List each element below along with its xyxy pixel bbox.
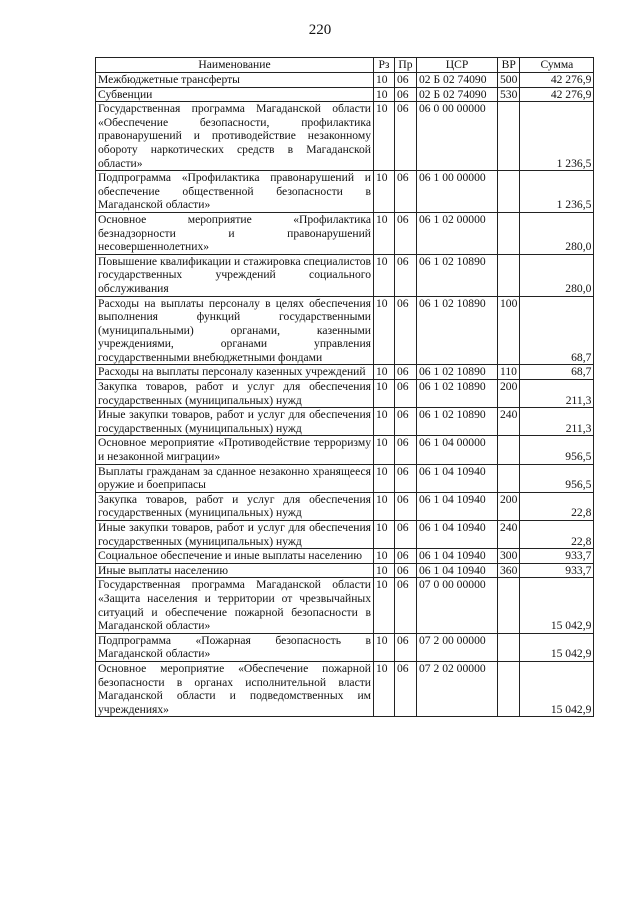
cell-name: Основное мероприятие «Профилактика безнадзорности и правонарушений несовершеннолетних» [96, 212, 374, 254]
cell-sum: 956,5 [520, 464, 594, 492]
cell-sum: 933,7 [520, 549, 594, 564]
cell-vr: 110 [498, 365, 520, 380]
cell-sum: 68,7 [520, 365, 594, 380]
cell-name: Иные закупки товаров, работ и услуг для обеспечения государственных (муниципальных) нужд [96, 521, 374, 549]
cell-name: Основное мероприятие «Противодействие терроризму и незаконной миграции» [96, 436, 374, 464]
table-row [96, 578, 594, 633]
cell-sum: 1 236,5 [520, 102, 594, 171]
cell-pr: 06 [395, 633, 417, 661]
cell-csr: 06 1 04 10940 [417, 464, 498, 492]
cell-rz: 10 [374, 365, 395, 380]
cell-vr [498, 102, 520, 171]
cell-pr: 06 [395, 578, 417, 633]
table-row [96, 365, 594, 380]
cell-name: Иные закупки товаров, работ и услуг для обеспечения государственных (муниципальных) нужд [96, 408, 374, 436]
cell-sum: 42 276,9 [520, 87, 594, 102]
table-row [96, 380, 594, 408]
table-header-row [96, 58, 594, 73]
cell-sum: 15 042,9 [520, 578, 594, 633]
cell-rz: 10 [374, 102, 395, 171]
cell-csr: 06 1 00 00000 [417, 171, 498, 213]
cell-csr: 06 1 04 10940 [417, 521, 498, 549]
table-row [96, 549, 594, 564]
cell-csr: 07 0 00 00000 [417, 578, 498, 633]
cell-pr: 06 [395, 380, 417, 408]
cell-rz: 10 [374, 408, 395, 436]
cell-csr: 07 2 02 00000 [417, 661, 498, 716]
cell-rz: 10 [374, 492, 395, 520]
cell-pr: 06 [395, 661, 417, 716]
cell-vr: 100 [498, 296, 520, 365]
cell-vr [498, 578, 520, 633]
cell-rz: 10 [374, 436, 395, 464]
cell-name: Субвенции [96, 87, 374, 102]
table-row [96, 212, 594, 254]
cell-rz: 10 [374, 296, 395, 365]
cell-sum: 15 042,9 [520, 661, 594, 716]
cell-pr: 06 [395, 87, 417, 102]
cell-rz: 10 [374, 464, 395, 492]
cell-rz: 10 [374, 87, 395, 102]
cell-name: Повышение квалификации и стажировка специалистов государственных учреждений социального обслуживания [96, 254, 374, 296]
cell-vr [498, 464, 520, 492]
cell-rz: 10 [374, 254, 395, 296]
cell-csr: 06 1 04 00000 [417, 436, 498, 464]
cell-pr: 06 [395, 408, 417, 436]
cell-sum: 22,8 [520, 521, 594, 549]
cell-vr [498, 436, 520, 464]
cell-csr: 06 1 04 10940 [417, 549, 498, 564]
cell-rz: 10 [374, 549, 395, 564]
cell-name: Расходы на выплаты персоналу казенных учреждений [96, 365, 374, 380]
cell-vr [498, 212, 520, 254]
cell-sum: 933,7 [520, 563, 594, 578]
cell-pr: 06 [395, 521, 417, 549]
cell-name: Закупка товаров, работ и услуг для обеспечения государственных (муниципальных) нужд [96, 380, 374, 408]
cell-pr: 06 [395, 102, 417, 171]
table-body [96, 73, 594, 717]
cell-pr: 06 [395, 563, 417, 578]
cell-vr: 240 [498, 408, 520, 436]
cell-pr: 06 [395, 296, 417, 365]
cell-csr: 06 1 02 10890 [417, 380, 498, 408]
table-row [96, 171, 594, 213]
cell-csr: 06 1 02 10890 [417, 408, 498, 436]
cell-csr: 06 1 04 10940 [417, 563, 498, 578]
header-rz: Рз [374, 58, 395, 73]
header-csr: ЦСР [417, 58, 498, 73]
cell-csr: 06 1 02 10890 [417, 365, 498, 380]
cell-pr: 06 [395, 492, 417, 520]
cell-name: Государственная программа Магаданской области «Защита населения и территории от чрезвычайных ситуаций и обеспечение пожарной безопасности в Магаданской области» [96, 578, 374, 633]
cell-csr: 02 Б 02 74090 [417, 73, 498, 88]
cell-vr: 500 [498, 73, 520, 88]
cell-sum: 211,3 [520, 380, 594, 408]
cell-vr: 300 [498, 549, 520, 564]
table-row [96, 436, 594, 464]
cell-rz: 10 [374, 212, 395, 254]
cell-csr: 06 1 04 10940 [417, 492, 498, 520]
cell-sum: 280,0 [520, 254, 594, 296]
cell-rz: 10 [374, 578, 395, 633]
table-row [96, 521, 594, 549]
cell-rz: 10 [374, 73, 395, 88]
cell-csr: 02 Б 02 74090 [417, 87, 498, 102]
header-vr: ВР [498, 58, 520, 73]
cell-vr [498, 633, 520, 661]
cell-pr: 06 [395, 436, 417, 464]
table-row [96, 633, 594, 661]
cell-csr: 06 1 02 10890 [417, 296, 498, 365]
cell-vr: 530 [498, 87, 520, 102]
cell-sum: 280,0 [520, 212, 594, 254]
table-row [96, 296, 594, 365]
cell-rz: 10 [374, 661, 395, 716]
cell-pr: 06 [395, 254, 417, 296]
cell-sum: 1 236,5 [520, 171, 594, 213]
page-number: 220 [308, 22, 332, 38]
cell-name: Основное мероприятие «Обеспечение пожарной безопасности в органах исполнительной власти Магаданской области и подведомственных им учреждениях» [96, 661, 374, 716]
header-sum: Сумма [520, 58, 594, 73]
table-row [96, 254, 594, 296]
cell-pr: 06 [395, 464, 417, 492]
cell-name: Иные выплаты населению [96, 563, 374, 578]
cell-name: Подпрограмма «Пожарная безопасность в Магаданской области» [96, 633, 374, 661]
cell-rz: 10 [374, 563, 395, 578]
cell-csr: 06 0 00 00000 [417, 102, 498, 171]
cell-pr: 06 [395, 73, 417, 88]
cell-sum: 68,7 [520, 296, 594, 365]
cell-sum: 22,8 [520, 492, 594, 520]
cell-csr: 06 1 02 00000 [417, 212, 498, 254]
cell-vr [498, 661, 520, 716]
cell-rz: 10 [374, 171, 395, 213]
cell-vr: 200 [498, 492, 520, 520]
cell-csr: 07 2 00 00000 [417, 633, 498, 661]
cell-sum: 42 276,9 [520, 73, 594, 88]
cell-pr: 06 [395, 171, 417, 213]
cell-name: Выплаты гражданам за сданное незаконно хранящееся оружие и боеприпасы [96, 464, 374, 492]
cell-vr: 200 [498, 380, 520, 408]
cell-vr [498, 254, 520, 296]
cell-name: Закупка товаров, работ и услуг для обеспечения государственных (муниципальных) нужд [96, 492, 374, 520]
table-row [96, 408, 594, 436]
cell-name: Подпрограмма «Профилактика правонарушений и обеспечение общественной безопасности в Магаданской области» [96, 171, 374, 213]
table-row [96, 661, 594, 716]
cell-rz: 10 [374, 521, 395, 549]
budget-table [95, 57, 594, 717]
table-row [96, 102, 594, 171]
table-row [96, 73, 594, 88]
cell-rz: 10 [374, 633, 395, 661]
cell-sum: 956,5 [520, 436, 594, 464]
cell-sum: 15 042,9 [520, 633, 594, 661]
cell-vr [498, 171, 520, 213]
cell-sum: 211,3 [520, 408, 594, 436]
cell-pr: 06 [395, 212, 417, 254]
cell-vr: 360 [498, 563, 520, 578]
table-row [96, 87, 594, 102]
cell-name: Социальное обеспечение и иные выплаты населению [96, 549, 374, 564]
cell-pr: 06 [395, 365, 417, 380]
cell-name: Государственная программа Магаданской области «Обеспечение безопасности, профилактика правонарушений и противодействие незаконному обороту наркотических средств в Магаданской области» [96, 102, 374, 171]
table-row [96, 492, 594, 520]
header-pr: Пр [395, 58, 417, 73]
cell-rz: 10 [374, 380, 395, 408]
cell-vr: 240 [498, 521, 520, 549]
header-name: Наименование [96, 58, 374, 73]
cell-csr: 06 1 02 10890 [417, 254, 498, 296]
cell-pr: 06 [395, 549, 417, 564]
table-row [96, 464, 594, 492]
table-row [96, 563, 594, 578]
cell-name: Расходы на выплаты персоналу в целях обеспечения выполнения функций государственными (муниципальными) органами, казенными учреждениями, органами управления государственными внебюджетными фондами [96, 296, 374, 365]
cell-name: Межбюджетные трансферты [96, 73, 374, 88]
